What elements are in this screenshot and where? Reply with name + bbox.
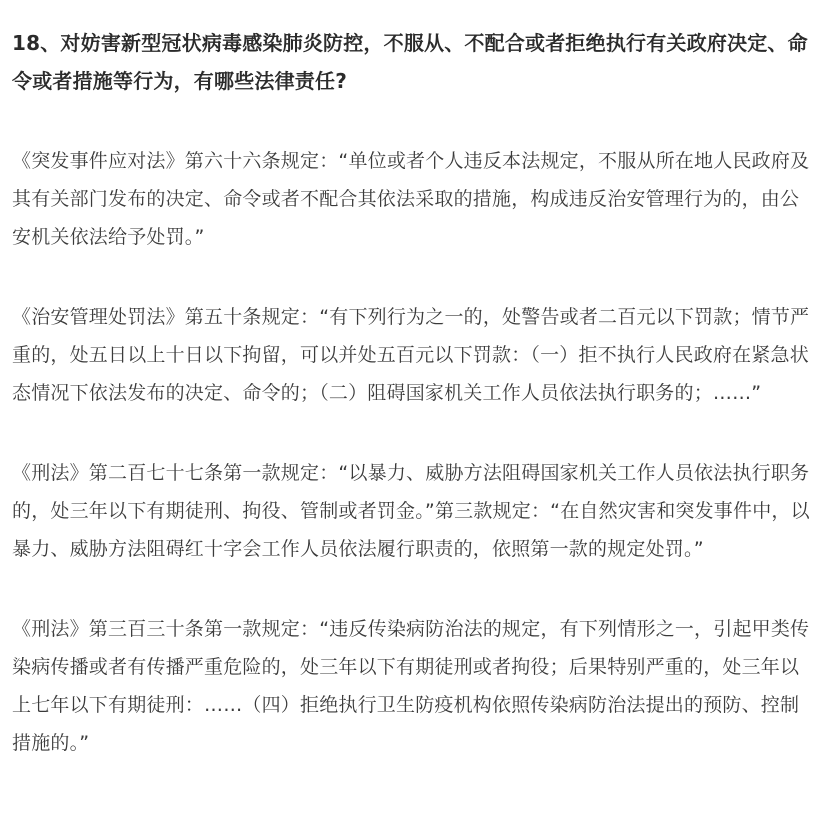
law-paragraph-emergency-response: 《突发事件应对法》第六十六条规定：“单位或者个人违反本法规定，不服从所在地人民政府及其有关部门发布的决定、命令或者不配合其依法采取的措施，构成违反治安管理行为的，由公安机关依法给予处罚。”	[12, 150, 810, 248]
question-heading: 18、对妨害新型冠状病毒感染肺炎防控，不服从、不配合或者拒绝执行有关政府决定、命令或者措施等行为，有哪些法律责任?	[12, 31, 808, 93]
law-paragraph-public-security: 《治安管理处罚法》第五十条规定：“有下列行为之一的，处警告或者二百元以下罚款；情节严重的，处五日以上十日以下拘留，可以并处五百元以下罚款：（一）拒不执行人民政府在紧急状态情况下依法发布的决定、命令的；（二）阻碍国家机关工作人员依法执行职务的；……”	[12, 306, 810, 404]
law-paragraph-criminal-277: 《刑法》第二百七十七条第一款规定：“以暴力、威胁方法阻碍国家机关工作人员依法执行职务的，处三年以下有期徒刑、拘役、管制或者罚金。”第三款规定：“在自然灾害和突发事件中，以暴力、威胁方法阻碍红十字会工作人员依法履行职责的，依照第一款的规定处罚。”	[12, 462, 810, 560]
law-paragraph-criminal-330: 《刑法》第三百三十条第一款规定：“违反传染病防治法的规定，有下列情形之一，引起甲类传染病传播或者有传播严重危险的，处三年以下有期徒刑或者拘役；后果特别严重的，处三年以上七年以下有期徒刑：……（四）拒绝执行卫生防疫机构依照传染病防治法提出的预防、控制措施的。”	[12, 618, 810, 754]
